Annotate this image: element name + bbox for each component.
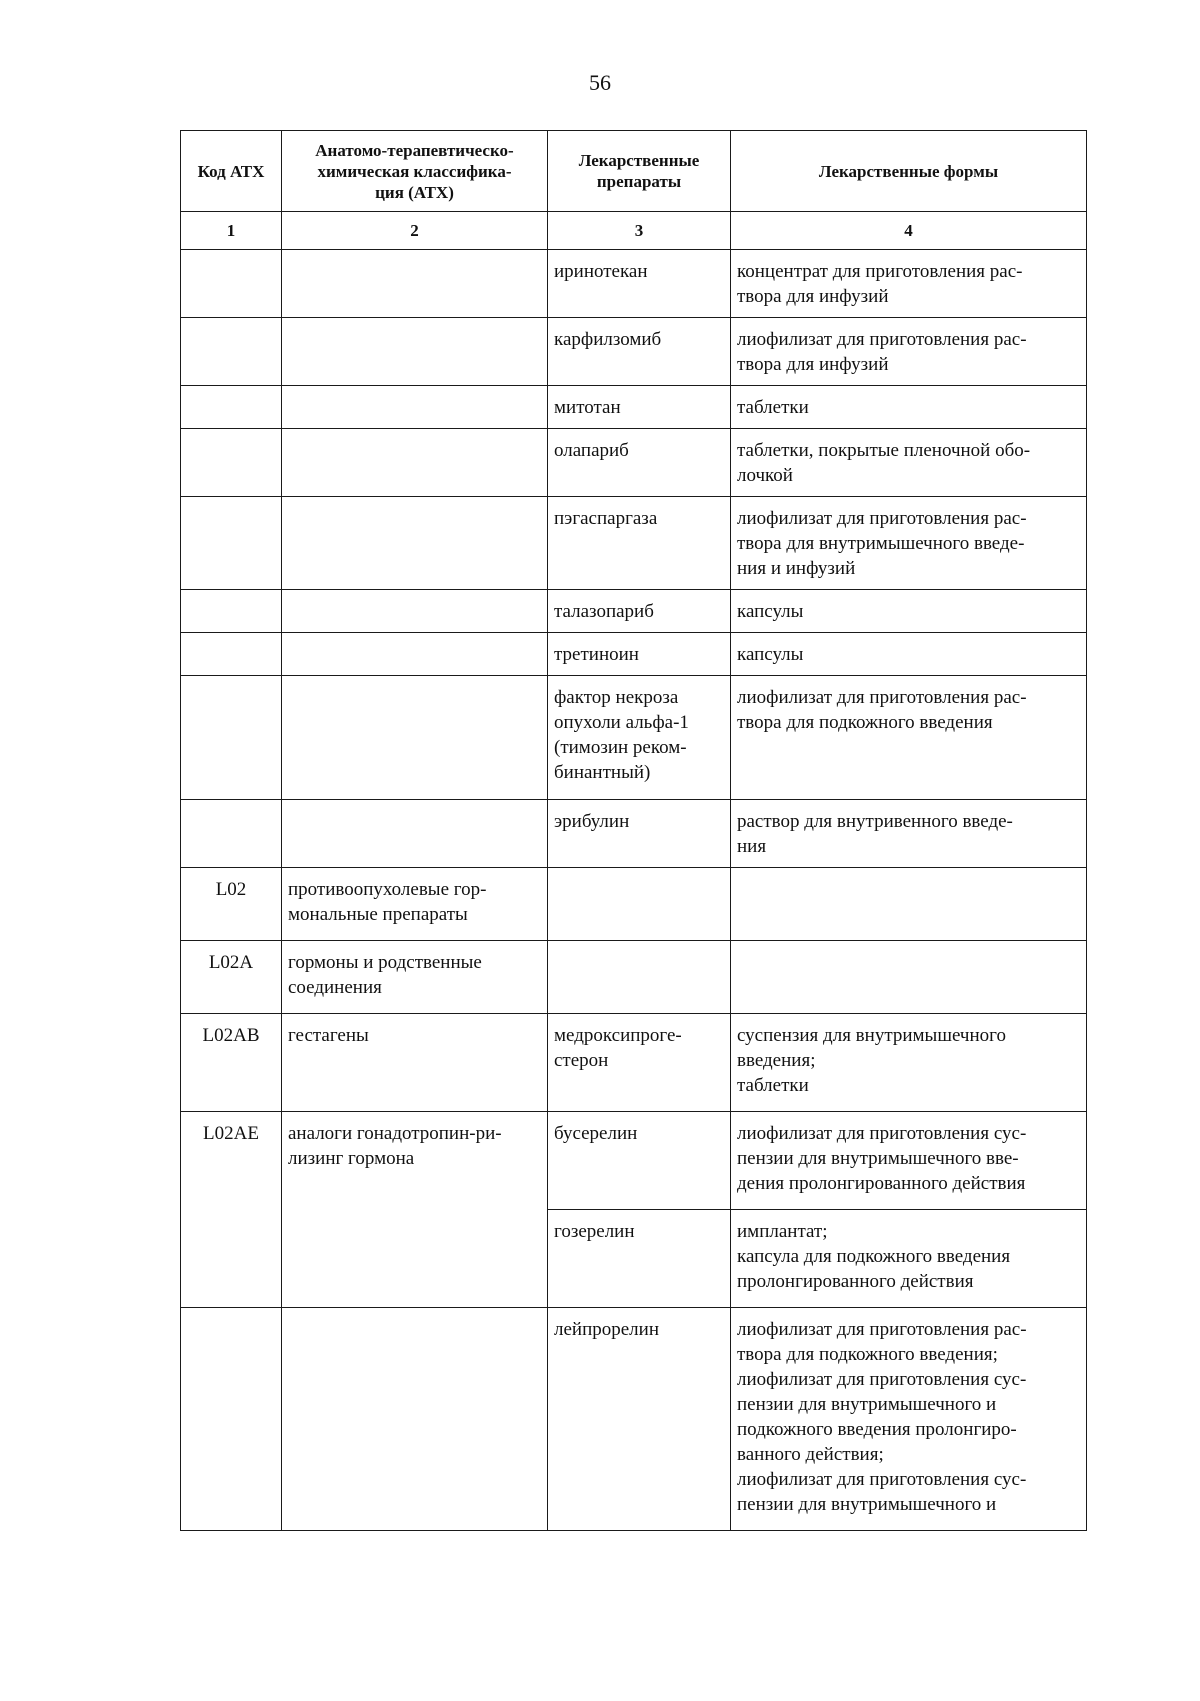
drug-cell: гозерелин <box>548 1210 731 1308</box>
forms-cell <box>731 868 1087 941</box>
header-forms: Лекарственные формы <box>731 131 1087 212</box>
forms-cell: таблетки <box>731 386 1087 429</box>
classification-cell <box>282 590 548 633</box>
classification-cell <box>282 318 548 386</box>
drug-cell: эрибулин <box>548 800 731 868</box>
classification-cell <box>282 1308 548 1531</box>
table-row <box>181 590 1087 633</box>
column-number: 2 <box>282 212 548 250</box>
forms-cell: капсулы <box>731 633 1087 676</box>
drug-cell: митотан <box>548 386 731 429</box>
forms-cell: лиофилизат для приготовления рас- твора для внутримышечного введе- ния и инфузий <box>731 497 1087 590</box>
forms-cell <box>731 941 1087 1014</box>
table-row <box>181 1014 1087 1112</box>
forms-cell: суспензия для внутримышечного введения; таблетки <box>731 1014 1087 1112</box>
atx-code-cell <box>181 800 282 868</box>
forms-cell: капсулы <box>731 590 1087 633</box>
classification-cell <box>282 497 548 590</box>
forms-cell: лиофилизат для приготовления рас- твора для инфузий <box>731 318 1087 386</box>
forms-cell: таблетки, покрытые пленочной обо- лочкой <box>731 429 1087 497</box>
atx-code-cell <box>181 318 282 386</box>
forms-cell: лиофилизат для приготовления рас- твора для подкожного введения <box>731 676 1087 800</box>
table-row <box>181 497 1087 590</box>
table-row <box>181 1112 1087 1210</box>
atx-code-cell <box>181 633 282 676</box>
forms-cell: концентрат для приготовления рас- твора для инфузий <box>731 250 1087 318</box>
classification-cell: аналоги гонадотропин-ри- лизинг гормона <box>282 1112 548 1308</box>
classification-cell <box>282 676 548 800</box>
classification-cell: гестагены <box>282 1014 548 1112</box>
drug-cell: олапариб <box>548 429 731 497</box>
table-row <box>181 318 1087 386</box>
header-drugs: Лекарственные препараты <box>548 131 731 212</box>
column-number: 1 <box>181 212 282 250</box>
table-row <box>181 868 1087 941</box>
atx-code-cell: L02AB <box>181 1014 282 1112</box>
atx-code-cell: L02A <box>181 941 282 1014</box>
drug-cell: фактор некроза опухоли альфа-1 (тимозин реком- бинантный) <box>548 676 731 800</box>
column-number: 4 <box>731 212 1087 250</box>
atx-code-cell <box>181 429 282 497</box>
atx-code-cell <box>181 497 282 590</box>
drug-cell: медроксипроге- стерон <box>548 1014 731 1112</box>
atx-table <box>180 130 1087 1531</box>
classification-cell <box>282 429 548 497</box>
forms-cell: лиофилизат для приготовления рас- твора для подкожного введения; лиофилизат для приготовления сус- пензии для внутримышечного и подкожного введения пролонгиро- ванного действия; лиофилизат для приготовления сус- пензии для внутримышечного и <box>731 1308 1087 1531</box>
drug-cell: иринотекан <box>548 250 731 318</box>
drug-cell: пэгаспаргаза <box>548 497 731 590</box>
classification-cell: противоопухолевые гор- мональные препараты <box>282 868 548 941</box>
atx-code-cell: L02AE <box>181 1112 282 1308</box>
table-row <box>181 800 1087 868</box>
classification-cell <box>282 250 548 318</box>
drug-cell: третиноин <box>548 633 731 676</box>
table-row <box>181 941 1087 1014</box>
classification-cell <box>282 800 548 868</box>
header-code: Код АТХ <box>181 131 282 212</box>
table-row <box>181 386 1087 429</box>
table-row <box>181 429 1087 497</box>
drug-cell: карфилзомиб <box>548 318 731 386</box>
column-number-row <box>181 212 1087 250</box>
drug-cell: бусерелин <box>548 1112 731 1210</box>
table-row <box>181 250 1087 318</box>
drug-cell <box>548 868 731 941</box>
atx-code-cell <box>181 676 282 800</box>
classification-cell: гормоны и родственные соединения <box>282 941 548 1014</box>
forms-cell: лиофилизат для приготовления сус- пензии для внутримышечного вве- дения пролонгированного действия <box>731 1112 1087 1210</box>
drug-cell <box>548 941 731 1014</box>
table-row <box>181 1308 1087 1531</box>
header-row <box>181 131 1087 212</box>
atx-code-cell: L02 <box>181 868 282 941</box>
atx-code-cell <box>181 590 282 633</box>
page-number: 56 <box>589 70 611 95</box>
classification-cell <box>282 633 548 676</box>
drug-cell: лейпрорелин <box>548 1308 731 1531</box>
header-classification: Анатомо-терапевтическо- химическая классифика- ция (АТХ) <box>282 131 548 212</box>
forms-cell: имплантат; капсула для подкожного введения пролонгированного действия <box>731 1210 1087 1308</box>
table-row <box>181 633 1087 676</box>
atx-code-cell <box>181 250 282 318</box>
drug-cell: талазопариб <box>548 590 731 633</box>
classification-cell <box>282 386 548 429</box>
atx-code-cell <box>181 386 282 429</box>
forms-cell: раствор для внутривенного введе- ния <box>731 800 1087 868</box>
column-number: 3 <box>548 212 731 250</box>
atx-code-cell <box>181 1308 282 1531</box>
table-row <box>181 676 1087 800</box>
